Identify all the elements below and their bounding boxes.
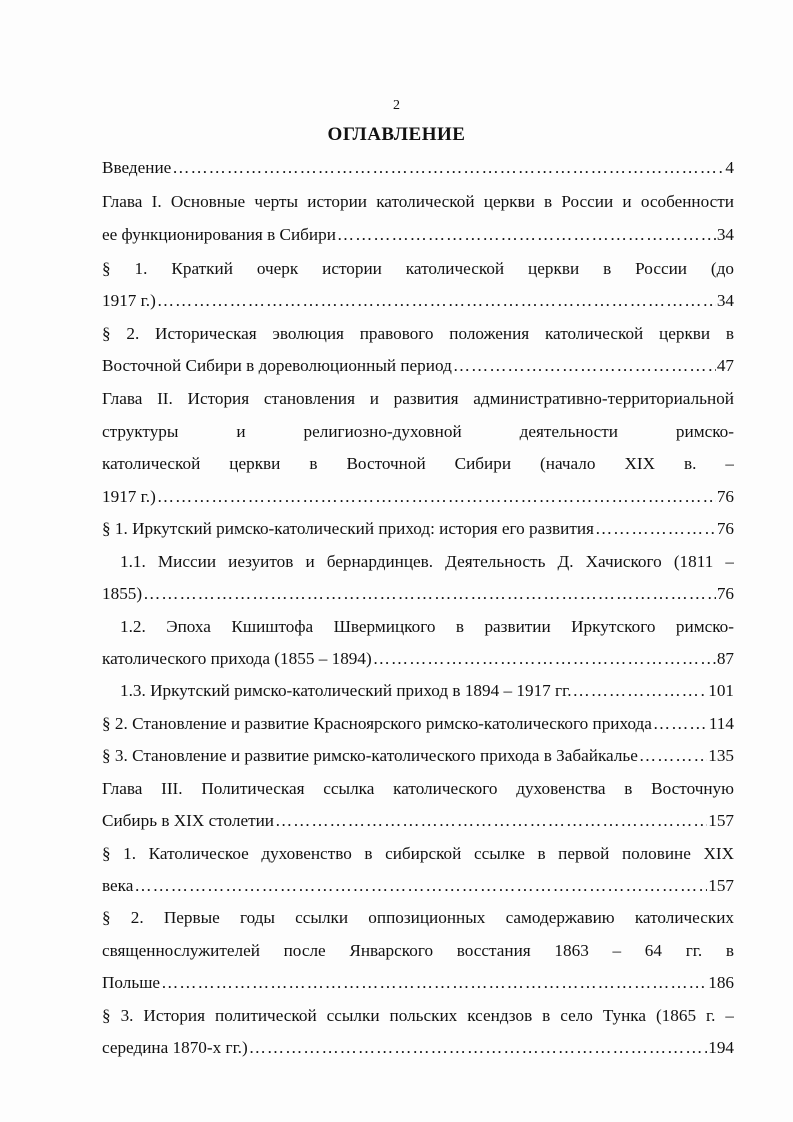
dot-leader [275, 810, 707, 832]
toc-entry-chapter-3-line-2[interactable] [102, 810, 734, 832]
toc-page-number: 157 [708, 811, 734, 830]
dot-leader [161, 972, 707, 994]
dot-leader [249, 1037, 708, 1059]
toc-entry-text: ее функционирования в Сибири [102, 225, 336, 244]
toc-entry-text: § 2. Становление и развитие Красноярского римско-католического прихода [102, 714, 652, 733]
toc-page-number: 101 [708, 681, 734, 700]
dot-leader [373, 648, 716, 670]
toc-entry-text: § 3. Становление и развитие римско-католического прихода в Забайкалье [102, 746, 638, 765]
toc-entry-section-1-1-line-2[interactable] [102, 290, 734, 312]
toc-entry-text: 1855) [102, 584, 143, 603]
toc-entry-section-3-3-line-2[interactable] [102, 1037, 734, 1059]
toc-entry-section-1-2-line-1[interactable]: § 2. Историческая эволюция правового положения католической церкви в [102, 324, 734, 343]
dot-leader [172, 157, 724, 179]
toc-entry-text: века [102, 876, 134, 895]
toc-entry-chapter-2-line-2[interactable]: структуры и религиозно-духовной деятельности римско- [102, 422, 734, 441]
toc-entry-text: Сибирь в XIX столетии [102, 811, 274, 830]
dot-leader [143, 583, 716, 605]
toc-page-number: 76 [716, 487, 734, 506]
toc-entry-intro[interactable] [102, 157, 734, 179]
toc-entry-subsection-1-2-line-2[interactable] [102, 648, 734, 670]
toc-entry-text: 1.3. Иркутский римско-католический приход в 1894 – 1917 гг. [120, 681, 572, 700]
toc-entry-section-3-2-line-2[interactable]: священнослужителей после Январского восстания 1863 – 64 гг. в [102, 941, 734, 960]
toc-entry-section-1-2-line-2[interactable] [102, 355, 734, 377]
dot-leader [453, 355, 716, 377]
toc-entry-section-2-3[interactable] [102, 745, 734, 767]
toc-page-number: 4 [725, 158, 734, 177]
dot-leader [595, 518, 716, 540]
dot-leader [573, 680, 708, 702]
toc-entry-text: Введение [102, 158, 172, 177]
toc-page-number: 47 [716, 356, 734, 375]
toc-page-number: 76 [716, 519, 734, 538]
toc-page-number: 76 [716, 584, 734, 603]
toc-page-number: 34 [716, 291, 734, 310]
toc-entry-text: Восточной Сибири в дореволюционный период [102, 356, 452, 375]
page-title: ОГЛАВЛЕНИЕ [327, 124, 466, 145]
dot-leader [337, 224, 716, 246]
toc-page-number: 34 [716, 225, 734, 244]
toc-page-number: 157 [708, 876, 734, 895]
toc-entry-chapter-1-line-2[interactable] [102, 224, 734, 246]
page-number: 2 [393, 98, 400, 113]
toc-entry-subsection-1-2-line-1[interactable]: 1.2. Эпоха Кшиштофа Швермицкого в развитии Иркутского римско- [120, 617, 734, 636]
toc-entry-subsection-1-1-line-1[interactable]: 1.1. Миссии иезуитов и бернардинцев. Деятельность Д. Хачиского (1811 – [120, 552, 734, 571]
toc-page-number: 194 [708, 1038, 734, 1057]
toc-entry-section-2-2[interactable] [102, 713, 734, 735]
toc-entry-chapter-2-line-4[interactable] [102, 486, 734, 508]
toc-page-number: 186 [708, 973, 734, 992]
toc-entry-subsection-1-3[interactable] [120, 680, 734, 702]
dot-leader [157, 486, 716, 508]
toc-entry-section-2-1[interactable] [102, 518, 734, 540]
toc-entry-section-3-2-line-1[interactable]: § 2. Первые годы ссылки оппозиционных самодержавию католических [102, 908, 734, 927]
toc-entry-section-3-1-line-1[interactable]: § 1. Католическое духовенство в сибирской ссылке в первой половине XIX [102, 844, 734, 863]
toc-entry-section-1-1-line-1[interactable]: § 1. Краткий очерк истории католической церкви в России (до [102, 259, 734, 278]
toc-entry-text: 1917 г.) [102, 291, 156, 310]
toc-entry-section-3-3-line-1[interactable]: § 3. История политической ссылки польских ксендзов в село Тунка (1865 г. – [102, 1006, 734, 1025]
toc-entry-chapter-2-line-3[interactable]: католической церкви в Восточной Сибири (начало XIX в. – [102, 454, 734, 473]
dot-leader [157, 290, 716, 312]
dot-leader [653, 713, 708, 735]
toc-entry-text: Польше [102, 973, 161, 992]
dot-leader [639, 745, 707, 767]
toc-entry-chapter-2-line-1[interactable]: Глава II. История становления и развития административно-территориальной [102, 389, 734, 408]
toc-entry-chapter-3-line-1[interactable]: Глава III. Политическая ссылка католического духовенства в Восточную [102, 779, 734, 798]
toc-page-number: 114 [708, 714, 734, 733]
toc-entry-text: католического прихода (1855 – 1894) [102, 649, 372, 668]
toc-entry-section-3-2-line-3[interactable] [102, 972, 734, 994]
toc-entry-text: середина 1870-х гг.) [102, 1038, 248, 1057]
toc-entry-text: § 1. Иркутский римско-католический приход: история его развития [102, 519, 594, 538]
toc-entry-section-3-1-line-2[interactable] [102, 875, 734, 897]
toc-entry-chapter-1-line-1[interactable]: Глава I. Основные черты истории католической церкви в России и особенности [102, 192, 734, 211]
toc-page-number: 87 [716, 649, 734, 668]
toc-entry-subsection-1-1-line-2[interactable] [102, 583, 734, 605]
toc-page-number: 135 [708, 746, 734, 765]
toc-entry-text: 1917 г.) [102, 487, 156, 506]
dot-leader [134, 875, 707, 897]
